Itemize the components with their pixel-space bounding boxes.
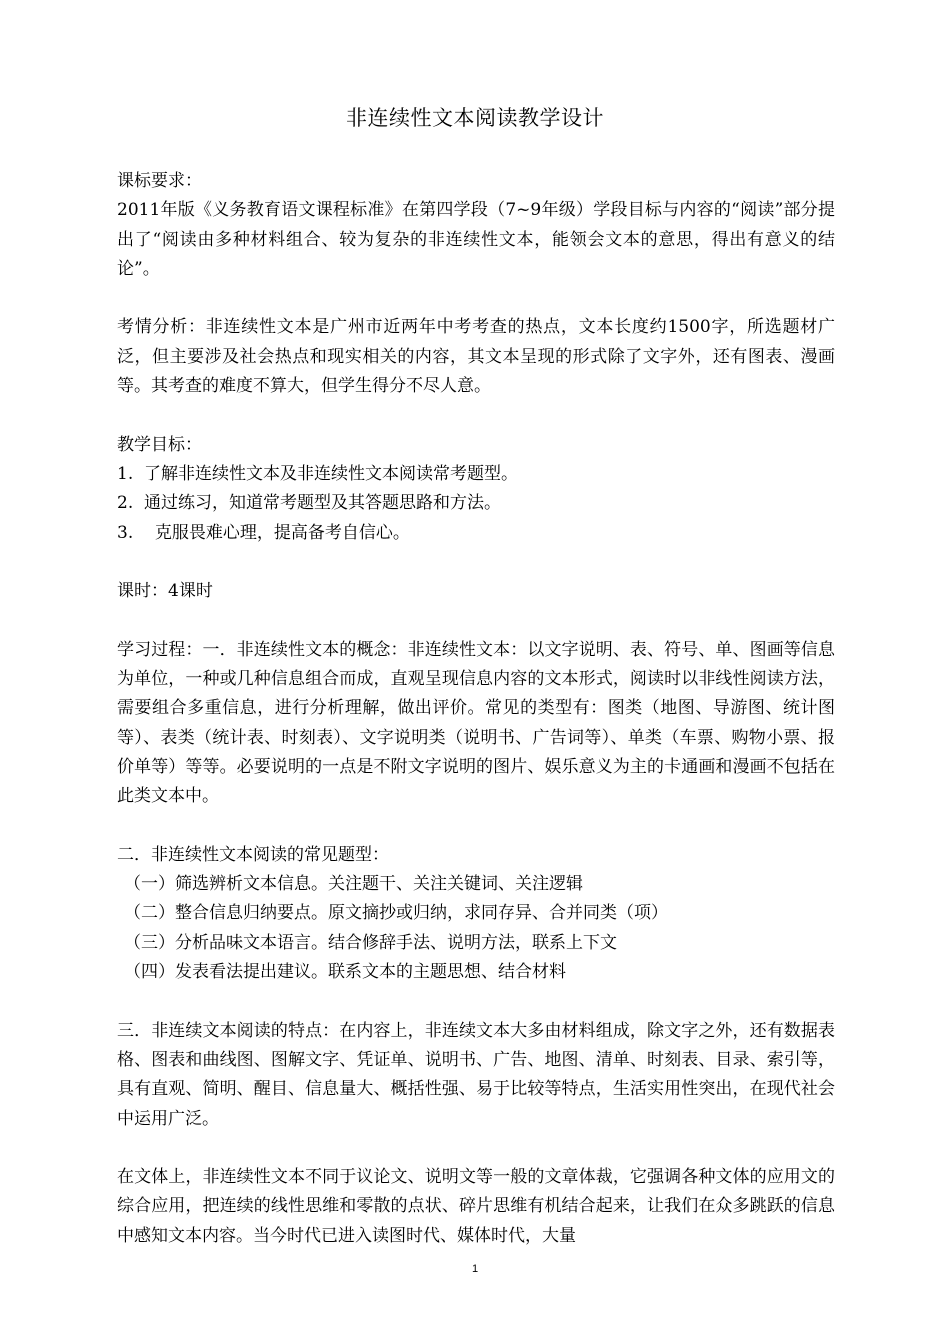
objectives-heading: 教学目标： [117,434,202,455]
document-title: 非连续性文本阅读教学设计 [346,106,604,130]
types-heading: 二．非连续性文本阅读的常见题型： [117,844,389,865]
paragraph-gap [117,606,835,635]
objective-item-3: 3. 克服畏难心理，提高备考自信心。 [117,522,410,543]
type-item-2: （二）整合信息归纳要点。原文摘抄或归纳，求同存异、合并同类（项） [124,903,668,924]
objective-item-1: 1. 了解非连续性文本及非连续性文本阅读常考题型。 [117,463,519,484]
curriculum-paragraph: 2011年版《义务教育语文课程标准》在第四学段（7~9年级）学段目标与内容的“阅读”部分提出了“阅读由多种材料组合、较为复杂的非连续性文本，能领会文本的意思，得出有意义的结论”。 [117,200,835,279]
paragraph-gap [117,987,835,1016]
document-body [117,167,835,1251]
type-item-1: （一）筛选辨析文本信息。关注题干、关注关键词、关注逻辑 [124,874,583,895]
curriculum-heading: 课标要求： [117,171,202,191]
analysis-paragraph: 考情分析：非连续性文本是广州市近两年中考考查的热点，文本长度约1500字，所选题材广泛，但主要涉及社会热点和现实相关的内容，其文本呈现的形式除了文字外，还有图表、漫画等。其考查的难度不算大，但学生得分不尽人意。 [117,317,835,397]
paragraph-gap [117,401,835,430]
style-paragraph: 在文体上，非连续性文本不同于议论文、说明文等一般的文章体裁，它强调各种文体的应用文的综合应用，把连续的线性思维和零散的点状、碎片思维有机结合起来，让我们在众多跳跃的信息中感知文本内容。当今时代已进入读图时代、媒体时代，大量 [117,1167,835,1246]
type-item-3: （三）分析品味文本语言。结合修辞手法、说明方法，联系上下文 [124,932,617,953]
paragraph-gap [117,548,835,577]
class-hours: 课时：4课时 [117,581,213,602]
type-item-4: （四）发表看法提出建议。联系文本的主题思想、结合材料 [124,962,566,983]
objective-item-2: 2. 通过练习，知道常考题型及其答题思路和方法。 [117,493,502,514]
features-paragraph: 三．非连续文本阅读的特点：在内容上，非连续文本大多由材料组成，除文字之外，还有数据表格、图表和曲线图、图解文字、凭证单、说明书、广告、地图、清单、时刻表、目录、索引等，具有直观、简明、醒目、信息量大、概括性强、易于比较等特点，生活实用性突出，在现代社会中运用广泛。 [117,1020,835,1129]
paragraph-gap [117,812,835,841]
paragraph-gap [117,1134,835,1163]
paragraph-gap [117,284,835,313]
page-number: 1 [471,1263,479,1275]
concept-paragraph: 学习过程：一．非连续性文本的概念：非连续性文本：以文字说明、表、符号、单、图画等信息为单位，一种或几种信息组合而成，直观呈现信息内容的文本形式，阅读时以非线性阅读方法，需要组合多重信息，进行分析理解，做出评价。常见的类型有：图类（地图、导游图、统计图等）、表类（统计表、时刻表）、文字说明类（说明书、广告词等）、单类（车票、购物小票、报价单等）等等。必要说明的一点是不附文字说明的图片、娱乐意义为主的卡通画和漫画不包括在此类文本中。 [117,639,835,807]
